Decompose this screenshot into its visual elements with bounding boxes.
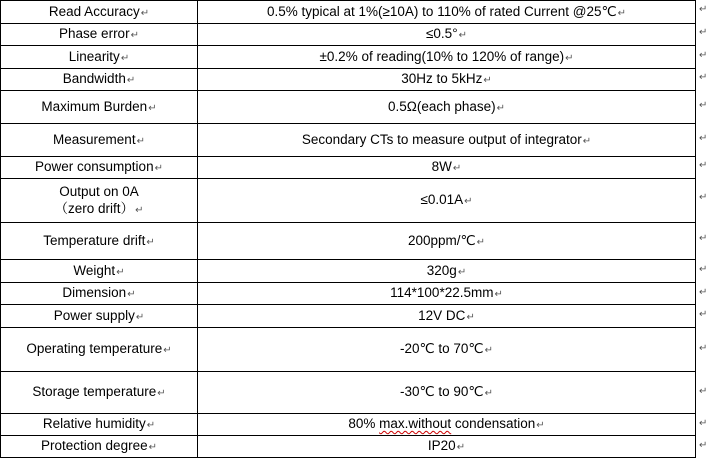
value-cell [198,436,696,458]
row-end-mark-icon: ↵ [699,50,707,61]
value-text: ≤0.01A [420,192,464,207]
table-row [1,305,696,328]
param-label: Linearity [68,48,120,64]
row-end-mark-icon: ↵ [699,309,707,320]
param-label: Operating temperature [26,341,163,356]
value-cell [198,372,696,414]
row-end-mark-icon: ↵ [699,287,707,298]
paragraph-mark-icon: ↵ [456,442,466,453]
table-row [1,91,696,124]
param-label: Bandwidth [62,71,126,86]
row-end-mark-icon: ↵ [699,418,707,429]
table-row [1,328,696,372]
param-label: Protection degree [41,438,148,453]
param-cell [1,328,198,372]
paragraph-mark-icon: ↵ [565,52,574,64]
table-row [1,283,696,305]
row-end-mark-icon: ↵ [699,264,707,275]
paragraph-mark-icon: ↵ [127,289,136,300]
table-row [1,1,696,24]
param-label-line2: （zero drift） [54,200,135,216]
param-cell [1,305,198,328]
value-cell [198,69,696,91]
value-text: 114*100*22.5mm [390,285,494,300]
table-row [1,179,696,223]
value-cell [198,124,696,157]
paragraph-mark-icon: ↵ [536,420,545,431]
value-cell [198,91,696,124]
value-text: 320g [426,262,457,278]
param-cell [1,1,198,24]
value-text: Secondary CTs to measure output of integrator [301,131,582,147]
param-cell [1,69,198,91]
paragraph-mark-icon: ↵ [135,204,144,216]
row-end-mark-icon: ↵ [699,160,707,171]
param-label: Output on 0A [59,183,139,199]
value-cell [198,260,696,283]
paragraph-mark-icon: ↵ [116,266,125,278]
table-row [1,46,696,69]
param-label: Dimension [62,285,127,300]
param-label: Weight [73,262,116,278]
paragraph-mark-icon: ↵ [154,163,163,174]
param-label: Power consumption [35,159,154,174]
row-end-mark-icon: ↵ [699,343,707,354]
param-cell [1,414,198,436]
row-end-mark-icon: ↵ [699,440,707,451]
row-end-mark-icon: ↵ [699,386,707,397]
paragraph-mark-icon: ↵ [476,236,486,248]
paragraph-mark-icon: ↵ [464,196,473,207]
paragraph-mark-icon: ↵ [148,102,157,114]
table-row [1,436,696,458]
table-row [1,69,696,91]
value-cell [198,305,696,328]
param-cell [1,283,198,305]
paragraph-mark-icon: ↵ [163,345,172,356]
value-text: 30Hz to 5kHz [401,71,483,86]
paragraph-mark-icon: ↵ [496,102,506,114]
param-cell [1,260,198,283]
table-row [1,24,696,46]
value-cell [198,157,696,179]
param-label: Maximum Burden [41,98,148,114]
spellcheck-flagged-text: max.without [379,416,452,431]
value-text: IP20 [427,438,456,453]
paragraph-mark-icon: ↵ [483,75,492,86]
table-row [1,372,696,414]
table-row [1,260,696,283]
value-cell [198,283,696,305]
param-cell [1,179,198,223]
table-row [1,157,696,179]
value-text: 200ppm/℃ [407,232,476,248]
value-cell [198,1,696,24]
paragraph-mark-icon: ↵ [136,135,145,147]
paragraph-mark-icon: ↵ [157,388,166,399]
row-end-mark-icon: ↵ [699,72,707,83]
param-cell [1,157,198,179]
param-cell [1,372,198,414]
value-text: 0.5% typical at 1%(≥10A) to 110% of rated Current @25℃ [266,3,617,19]
param-cell [1,46,198,69]
paragraph-mark-icon: ↵ [617,7,627,19]
param-label: Temperature drift [43,232,146,248]
paragraph-mark-icon: ↵ [130,30,139,41]
param-label: Read Accuracy [48,3,140,19]
param-label: Measurement [53,131,136,147]
paragraph-mark-icon: ↵ [146,236,155,248]
value-cell [198,414,696,436]
value-text: 8W [431,159,452,174]
row-end-mark-icon: ↵ [699,192,707,203]
row-end-mark-icon: ↵ [699,27,707,38]
table-row [1,223,696,260]
row-end-mark-icon: ↵ [699,100,707,111]
param-label: Phase error [59,26,130,41]
paragraph-mark-icon: ↵ [484,345,493,356]
value-cell [198,223,696,260]
table-row [1,414,696,436]
value-cell [198,46,696,69]
paragraph-mark-icon: ↵ [484,388,493,399]
value-cell [198,179,696,223]
param-cell [1,24,198,46]
paragraph-mark-icon: ↵ [466,311,475,323]
paragraph-mark-icon: ↵ [457,266,467,278]
value-text: ±0.2% of reading(10% to 120% of range) [319,48,565,64]
paragraph-mark-icon: ↵ [458,30,467,41]
value-text: 12V DC [418,307,466,323]
param-label: Storage temperature [32,384,157,399]
paragraph-mark-icon: ↵ [146,420,156,431]
row-end-mark-icon: ↵ [699,233,707,244]
value-cell [198,24,696,46]
paragraph-mark-icon: ↵ [140,7,150,19]
paragraph-mark-icon: ↵ [120,52,130,64]
paragraph-mark-icon: ↵ [582,135,592,147]
paragraph-mark-icon: ↵ [452,163,462,174]
row-end-mark-icon: ↵ [699,133,707,144]
value-text: 0.5Ω(each phase) [387,98,496,114]
param-label: Relative humidity [42,416,146,431]
value-cell [198,328,696,372]
value-text: condensation [451,416,536,431]
param-label: Power supply [53,307,135,323]
value-text: 80% [348,416,380,431]
param-cell [1,124,198,157]
table-row [1,124,696,157]
value-text: -20℃ to 70℃ [399,341,484,356]
param-cell [1,436,198,458]
param-cell [1,223,198,260]
paragraph-mark-icon: ↵ [126,75,136,86]
param-cell [1,91,198,124]
paragraph-mark-icon: ↵ [148,442,157,453]
value-text: -30℃ to 90℃ [399,384,484,399]
value-text: ≤0.5° [426,26,458,41]
paragraph-mark-icon: ↵ [135,311,145,323]
row-end-mark-icon: ↵ [699,4,707,15]
paragraph-mark-icon: ↵ [494,289,503,300]
